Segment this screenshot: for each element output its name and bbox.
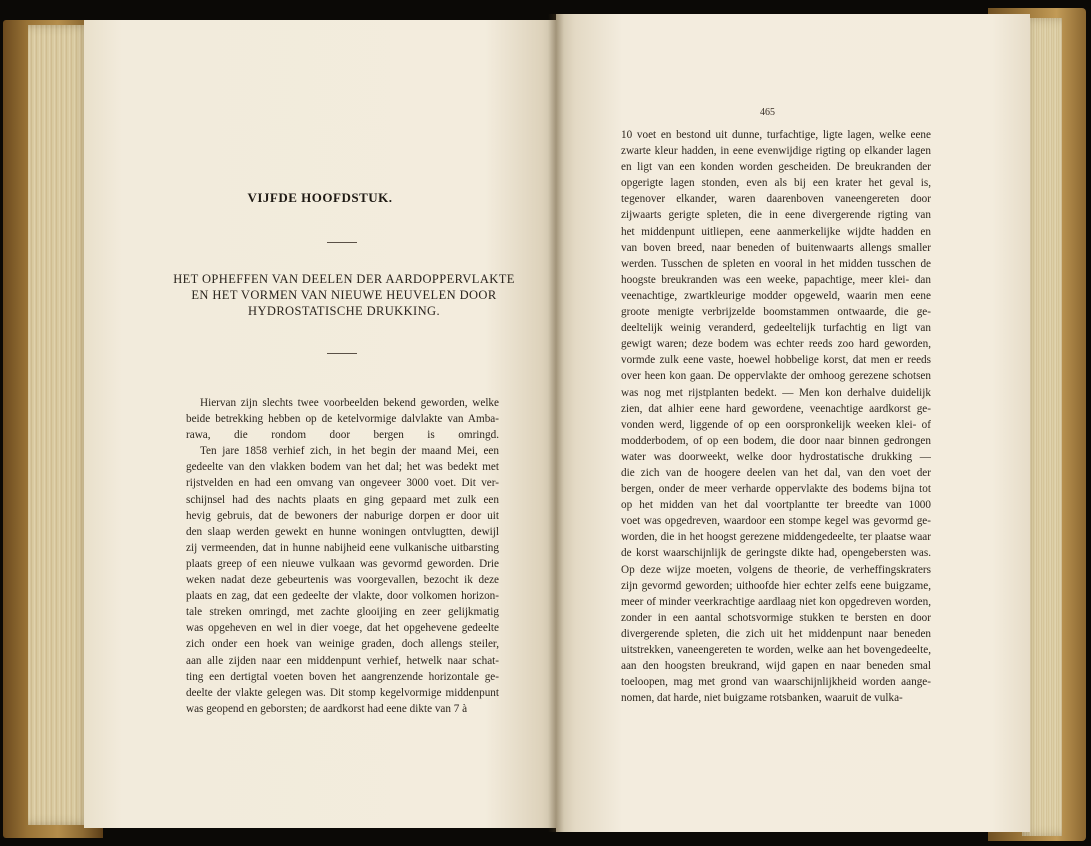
text-line: was opgeheven en wel in dier voege, dat het opgehevene gedeelte bbox=[186, 622, 499, 635]
text-line: van boven breed, naar beneden of buitenwaarts allengs smaller bbox=[621, 241, 931, 254]
text-line: beide betrekking hebben op de ketelvormige dalvlakte van Amba- bbox=[186, 413, 499, 426]
page-edges-left bbox=[28, 25, 90, 825]
text-line: vormde zulk eene vaste, hoewel hobbelige korst, dat men er reeds bbox=[621, 354, 931, 367]
text-line: plaats greep of een nieuwe vulkaan was gevormd geworden. Drie bbox=[186, 557, 499, 570]
text-line: werden. Tusschen de spleten en vooral in het midden tusschen de bbox=[621, 257, 931, 270]
chapter-title: VIJFDE HOOFDSTUK. bbox=[247, 190, 393, 205]
chapter-subtitle bbox=[170, 271, 518, 319]
text-line: opgerigte lagen stonden, even als bij een krater het geval is, bbox=[621, 177, 931, 190]
text-line: modderbodem, of op een bodem, die door naar binnen gedrongen bbox=[621, 434, 931, 447]
text-line: zwarte kleur hadden, in eene evenwijdige rigting op elkander lagen bbox=[621, 145, 931, 158]
subtitle-line: EN HET VORMEN VAN NIEUWE HEUVELEN DOOR bbox=[191, 288, 497, 302]
text-line: zonder in een aantal schotsvormige stukken te bersten en door bbox=[621, 611, 931, 624]
text-line: divergerende spleten, die zich uit het middenpunt naar beneden bbox=[621, 627, 931, 640]
text-line: deeltelijk weinig veranderd, gedeeltelijk turfachtig en ligt van bbox=[621, 322, 931, 335]
text-line: rawa, die rondom door bergen is omringd. bbox=[186, 429, 499, 442]
text-line: hevig gebruis, dat de bewoners der naburige dorpen er door uit bbox=[186, 509, 499, 522]
text-line: deelte der vlakte gelegen was. Dit stomp kegelvormige middenpunt bbox=[186, 686, 499, 699]
text-line: gedeelte van den vlakken bodem van het dal; het was bedekt met bbox=[186, 461, 499, 474]
text-line: den slaap werden gewekt en hunne woningen ontvlugtten, dewijl bbox=[186, 525, 499, 538]
text-line: weken nadat deze gebeurtenis was voorgevallen, bezocht ik deze bbox=[186, 574, 499, 587]
text-line: meer of minder veerkrachtige aardlaag niet kon opgedreven worden, bbox=[621, 595, 931, 608]
text-line: Ten jare 1858 verhief zich, in het begin der maand Mei, een bbox=[200, 445, 499, 458]
text-line: de korst waarschijnlijk de geringste dikte had, opengebersten was. bbox=[621, 547, 931, 560]
text-line: aan alle zijden naar een middenpunt verhief, hetwelk naar schat- bbox=[186, 654, 499, 667]
text-line: tegenover elkander, waren daarenboven vaneengereten door bbox=[621, 193, 931, 206]
text-line: groote menigte verbrijzelde boomstammen ontwaarde, die ge- bbox=[621, 306, 931, 319]
text-line: schijnsel had des nachts plaats en ging gepaard met zulk een bbox=[186, 493, 499, 506]
text-line: zich onder een hoek van weinige graden, doch allengs steiler, bbox=[186, 638, 499, 651]
text-line: het middenpunt uitliepen, eene aanmerkelijke wijdte hadden en bbox=[621, 225, 931, 238]
text-line: Hiervan zijn slechts twee voorbeelden bekend geworden, welke bbox=[200, 397, 499, 409]
text-line: zien, dat alhier eene hard gewordene, veenachtige aardkorst ge- bbox=[621, 402, 931, 415]
text-line: die zich van de hoogere deelen van het dal, van den voet der bbox=[621, 466, 931, 479]
text-line: tale streken omringd, met zachte glooijing en zeer gelijkmatig bbox=[186, 606, 499, 619]
text-line: bergen, onder de meer verharde oppervlakte des bodems bijna tot bbox=[621, 483, 931, 496]
text-line: veenachtige, zwartkleurige modder opgeweld, waarin men eene bbox=[621, 289, 931, 302]
page-number: 465 bbox=[760, 107, 775, 118]
subtitle-line: HET OPHEFFEN VAN DEELEN DER AARDOPPERVLAKTE bbox=[173, 272, 515, 286]
right-page-body bbox=[621, 127, 931, 706]
subtitle-rule bbox=[327, 353, 357, 354]
text-line: Op deze wijze moeten, volgens de theorie, de verheffingskraters bbox=[621, 563, 931, 576]
text-line: nomen, dat harde, niet buigzame rotsbanken, waaruit de vulka- bbox=[621, 692, 903, 705]
text-line: was nog met rijstplanten bedekt. — Men kon derhalve duidelijk bbox=[621, 386, 931, 399]
text-line: toeloopen, mag met grond van waarschijnlijkheid worden aange- bbox=[621, 676, 931, 689]
text-line: zij vermeenden, dat in hunne nabijheid eene vulkanische uitbarsting bbox=[186, 541, 499, 554]
text-line: plaats en zag, dat een gedeelte der vlakte, door volkomen horizon- bbox=[186, 590, 499, 603]
text-line: op het midden van het dal voortplantte ter breedte van 1000 bbox=[621, 499, 931, 512]
left-page-body bbox=[186, 395, 499, 717]
text-line: was geopend en geborsten; de aardkorst had eene dikte van 7 à bbox=[186, 702, 468, 715]
book-gutter bbox=[548, 14, 564, 832]
text-line: gewigt waren; deze bodem was echter reeds zoo hard geworden, bbox=[621, 338, 931, 351]
text-line: vonden werd, liggende of op een oorspronkelijk weeken klei- of bbox=[621, 418, 931, 431]
text-line: uitstrekken, vaneengereten te worden, welke aan het bovengedeelte, bbox=[621, 644, 931, 656]
text-line: over heen kon gaan. De oppervlakte der omhoog gerezene schotsen bbox=[621, 370, 931, 383]
text-line: rijstvelden en had een omvang van ongeveer 3000 voet. Dit ver- bbox=[186, 477, 499, 490]
text-line: water was doorweekt, welke door hydrostatische drukking — bbox=[621, 450, 931, 463]
text-line: voet was opgedreven, waardoor een stompe kegel was gevormd ge- bbox=[621, 515, 931, 528]
text-line: en ligt van een konden worden gescheiden. De breukranden der bbox=[621, 161, 931, 174]
text-line: aan den hoogsten breukrand, wijd gapen en naar beneden smal bbox=[621, 660, 931, 673]
title-rule bbox=[327, 242, 357, 243]
text-line: ting een dertigtal voeten boven het aangrenzende horizontale ge- bbox=[186, 670, 499, 683]
text-line: zijn gevormd geworden; uithoofde hier echter zelfs eene buigzame, bbox=[621, 579, 931, 592]
text-line: zijwaarts gerigte spleten, die in eene divergerende rigting van bbox=[621, 209, 931, 222]
text-line: hoogste breukranden was een weeke, papachtige, meer klei- dan bbox=[621, 273, 931, 286]
subtitle-line: HYDROSTATISCHE DRUKKING. bbox=[248, 304, 440, 318]
text-line: worden, die in het hoogst gerezene middengedeelte, ter plaatse waar bbox=[621, 531, 931, 544]
text-line: 10 voet en bestond uit dunne, turfachtige, ligte lagen, welke eene bbox=[621, 129, 931, 141]
